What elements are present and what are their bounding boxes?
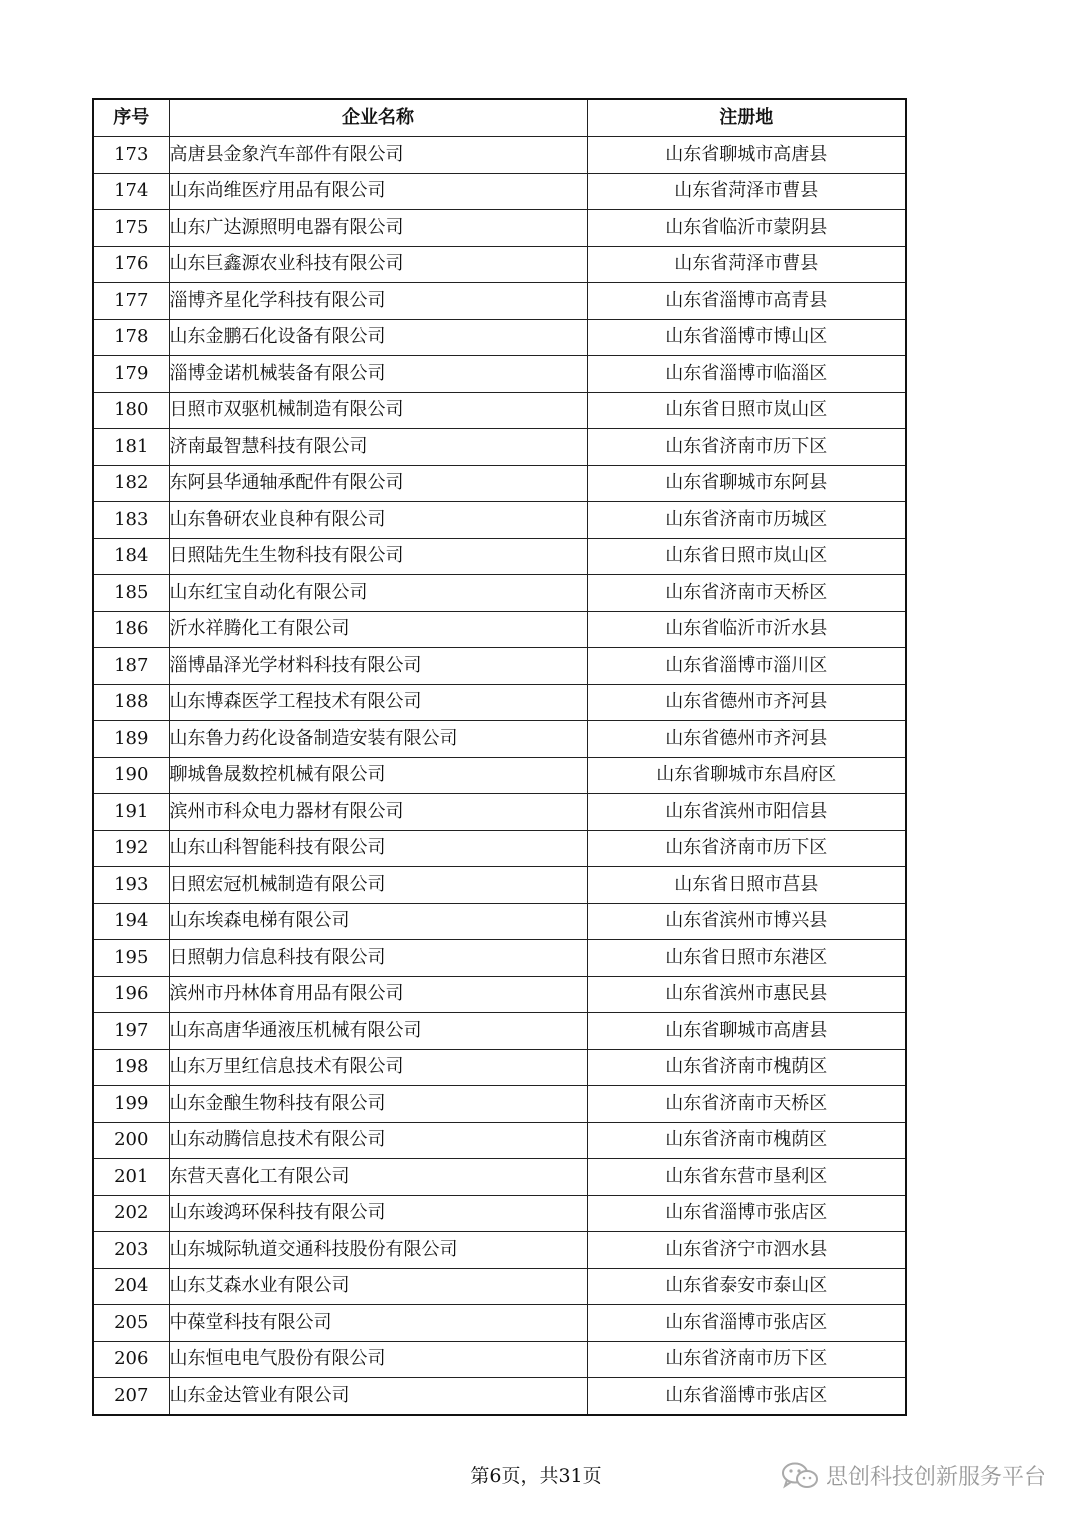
table-row [93,757,906,794]
row-registered-place: 山东省济南市历下区 [587,1341,906,1378]
row-registered-place: 山东省济南市天桥区 [587,575,906,612]
row-serial-number: 195 [93,940,169,977]
row-company-name: 山东高唐华通液压机械有限公司 [169,1013,587,1050]
row-serial-number: 187 [93,648,169,685]
row-serial-number: 188 [93,684,169,721]
table-row [93,538,906,575]
table-row [93,1305,906,1342]
row-company-name: 日照宏冠机械制造有限公司 [169,867,587,904]
table-row [93,1049,906,1086]
row-registered-place: 山东省菏泽市曹县 [587,246,906,283]
row-company-name: 山东艾森水业有限公司 [169,1268,587,1305]
row-registered-place: 山东省德州市齐河县 [587,684,906,721]
row-registered-place: 山东省济南市槐荫区 [587,1122,906,1159]
row-registered-place: 山东省日照市东港区 [587,940,906,977]
row-company-name: 日照朝力信息科技有限公司 [169,940,587,977]
row-registered-place: 山东省淄博市临淄区 [587,356,906,393]
table-row [93,173,906,210]
table-row [93,976,906,1013]
row-registered-place: 山东省菏泽市曹县 [587,173,906,210]
row-serial-number: 194 [93,903,169,940]
table-row [93,465,906,502]
row-company-name: 中葆堂科技有限公司 [169,1305,587,1342]
row-registered-place: 山东省淄博市张店区 [587,1305,906,1342]
row-company-name: 山东城际轨道交通科技股份有限公司 [169,1232,587,1269]
row-registered-place: 山东省滨州市阳信县 [587,794,906,831]
row-company-name: 淄博晶泽光学材料科技有限公司 [169,648,587,685]
row-company-name: 山东尚维医疗用品有限公司 [169,173,587,210]
row-serial-number: 178 [93,319,169,356]
row-serial-number: 175 [93,210,169,247]
table-row [93,210,906,247]
table-row [93,137,906,174]
row-serial-number: 198 [93,1049,169,1086]
row-serial-number: 186 [93,611,169,648]
watermark-text: 思创科技创新服务平台 [825,1465,1046,1490]
table-row [93,429,906,466]
row-serial-number: 176 [93,246,169,283]
watermark [780,1460,1046,1491]
row-company-name: 日照市双驱机械制造有限公司 [169,392,587,429]
table-row [93,319,906,356]
row-serial-number: 199 [93,1086,169,1123]
table-row [93,1268,906,1305]
row-registered-place: 山东省淄博市淄川区 [587,648,906,685]
row-company-name: 山东红宝自动化有限公司 [169,575,587,612]
company-table-container [92,98,905,1416]
header-serial-number: 序号 [93,99,169,137]
header-company-name: 企业名称 [169,99,587,137]
row-company-name: 山东鲁力药化设备制造安装有限公司 [169,721,587,758]
row-company-name: 日照陆先生生物科技有限公司 [169,538,587,575]
table-row [93,611,906,648]
row-company-name: 山东山科智能科技有限公司 [169,830,587,867]
row-registered-place: 山东省聊城市高唐县 [587,137,906,174]
table-row [93,903,906,940]
row-serial-number: 177 [93,283,169,320]
row-company-name: 聊城鲁晟数控机械有限公司 [169,757,587,794]
row-registered-place: 山东省临沂市沂水县 [587,611,906,648]
header-registered-place: 注册地 [587,99,906,137]
table-row [93,1232,906,1269]
row-company-name: 沂水祥腾化工有限公司 [169,611,587,648]
row-registered-place: 山东省淄博市博山区 [587,319,906,356]
row-serial-number: 179 [93,356,169,393]
table-row [93,1013,906,1050]
row-company-name: 山东金酿生物科技有限公司 [169,1086,587,1123]
table-row [93,867,906,904]
page-number-text: 第6页，共31页 [470,1465,602,1487]
table-row [93,1378,906,1415]
row-serial-number: 182 [93,465,169,502]
row-registered-place: 山东省德州市齐河县 [587,721,906,758]
row-registered-place: 山东省济南市历城区 [587,502,906,539]
row-company-name: 济南最智慧科技有限公司 [169,429,587,466]
row-serial-number: 173 [93,137,169,174]
row-registered-place: 山东省淄博市高青县 [587,283,906,320]
table-body [93,137,906,1415]
table-row [93,1341,906,1378]
table-row [93,940,906,977]
row-serial-number: 183 [93,502,169,539]
row-registered-place: 山东省济南市历下区 [587,830,906,867]
table-row [93,283,906,320]
row-serial-number: 205 [93,1305,169,1342]
row-registered-place: 山东省聊城市高唐县 [587,1013,906,1050]
table-header-row [93,99,906,137]
table-row [93,575,906,612]
row-registered-place: 山东省聊城市东昌府区 [587,757,906,794]
row-registered-place: 山东省济宁市泗水县 [587,1232,906,1269]
row-company-name: 山东鲁研农业良种有限公司 [169,502,587,539]
row-registered-place: 山东省滨州市博兴县 [587,903,906,940]
row-serial-number: 201 [93,1159,169,1196]
row-company-name: 东营天喜化工有限公司 [169,1159,587,1196]
row-serial-number: 193 [93,867,169,904]
row-registered-place: 山东省泰安市泰山区 [587,1268,906,1305]
row-registered-place: 山东省日照市岚山区 [587,392,906,429]
row-company-name: 山东万里红信息技术有限公司 [169,1049,587,1086]
table-row [93,830,906,867]
row-serial-number: 181 [93,429,169,466]
row-company-name: 山东动腾信息技术有限公司 [169,1122,587,1159]
row-serial-number: 189 [93,721,169,758]
table-row [93,356,906,393]
row-serial-number: 206 [93,1341,169,1378]
table-row [93,392,906,429]
table-row [93,794,906,831]
row-registered-place: 山东省滨州市惠民县 [587,976,906,1013]
row-serial-number: 207 [93,1378,169,1415]
table-row [93,1086,906,1123]
table-row [93,721,906,758]
row-registered-place: 山东省日照市岚山区 [587,538,906,575]
table-row [93,684,906,721]
row-company-name: 山东金鹏石化设备有限公司 [169,319,587,356]
table-row [93,1122,906,1159]
table-row [93,1195,906,1232]
row-company-name: 淄博齐星化学科技有限公司 [169,283,587,320]
row-serial-number: 191 [93,794,169,831]
row-serial-number: 204 [93,1268,169,1305]
row-registered-place: 山东省济南市槐荫区 [587,1049,906,1086]
row-serial-number: 180 [93,392,169,429]
row-registered-place: 山东省淄博市张店区 [587,1195,906,1232]
row-serial-number: 192 [93,830,169,867]
row-serial-number: 174 [93,173,169,210]
row-registered-place: 山东省济南市天桥区 [587,1086,906,1123]
row-serial-number: 200 [93,1122,169,1159]
row-registered-place: 山东省东营市垦利区 [587,1159,906,1196]
row-company-name: 高唐县金象汽车部件有限公司 [169,137,587,174]
row-serial-number: 184 [93,538,169,575]
row-serial-number: 190 [93,757,169,794]
row-serial-number: 185 [93,575,169,612]
row-serial-number: 202 [93,1195,169,1232]
row-company-name: 山东广达源照明电器有限公司 [169,210,587,247]
row-serial-number: 203 [93,1232,169,1269]
row-registered-place: 山东省淄博市张店区 [587,1378,906,1415]
row-company-name: 山东巨鑫源农业科技有限公司 [169,246,587,283]
row-serial-number: 196 [93,976,169,1013]
row-registered-place: 山东省聊城市东阿县 [587,465,906,502]
row-registered-place: 山东省临沂市蒙阴县 [587,210,906,247]
row-company-name: 山东金达管业有限公司 [169,1378,587,1415]
row-company-name: 滨州市丹林体育用品有限公司 [169,976,587,1013]
table-row [93,648,906,685]
row-company-name: 滨州市科众电力器材有限公司 [169,794,587,831]
wechat-icon [780,1461,820,1491]
row-company-name: 山东博森医学工程技术有限公司 [169,684,587,721]
table-row [93,1159,906,1196]
table-row [93,502,906,539]
row-company-name: 山东恒电电气股份有限公司 [169,1341,587,1378]
row-company-name: 山东竣鸿环保科技有限公司 [169,1195,587,1232]
company-table [92,98,907,1416]
row-company-name: 东阿县华通轴承配件有限公司 [169,465,587,502]
row-registered-place: 山东省济南市历下区 [587,429,906,466]
row-serial-number: 197 [93,1013,169,1050]
table-row [93,246,906,283]
row-registered-place: 山东省日照市莒县 [587,867,906,904]
row-company-name: 山东埃森电梯有限公司 [169,903,587,940]
row-company-name: 淄博金诺机械装备有限公司 [169,356,587,393]
